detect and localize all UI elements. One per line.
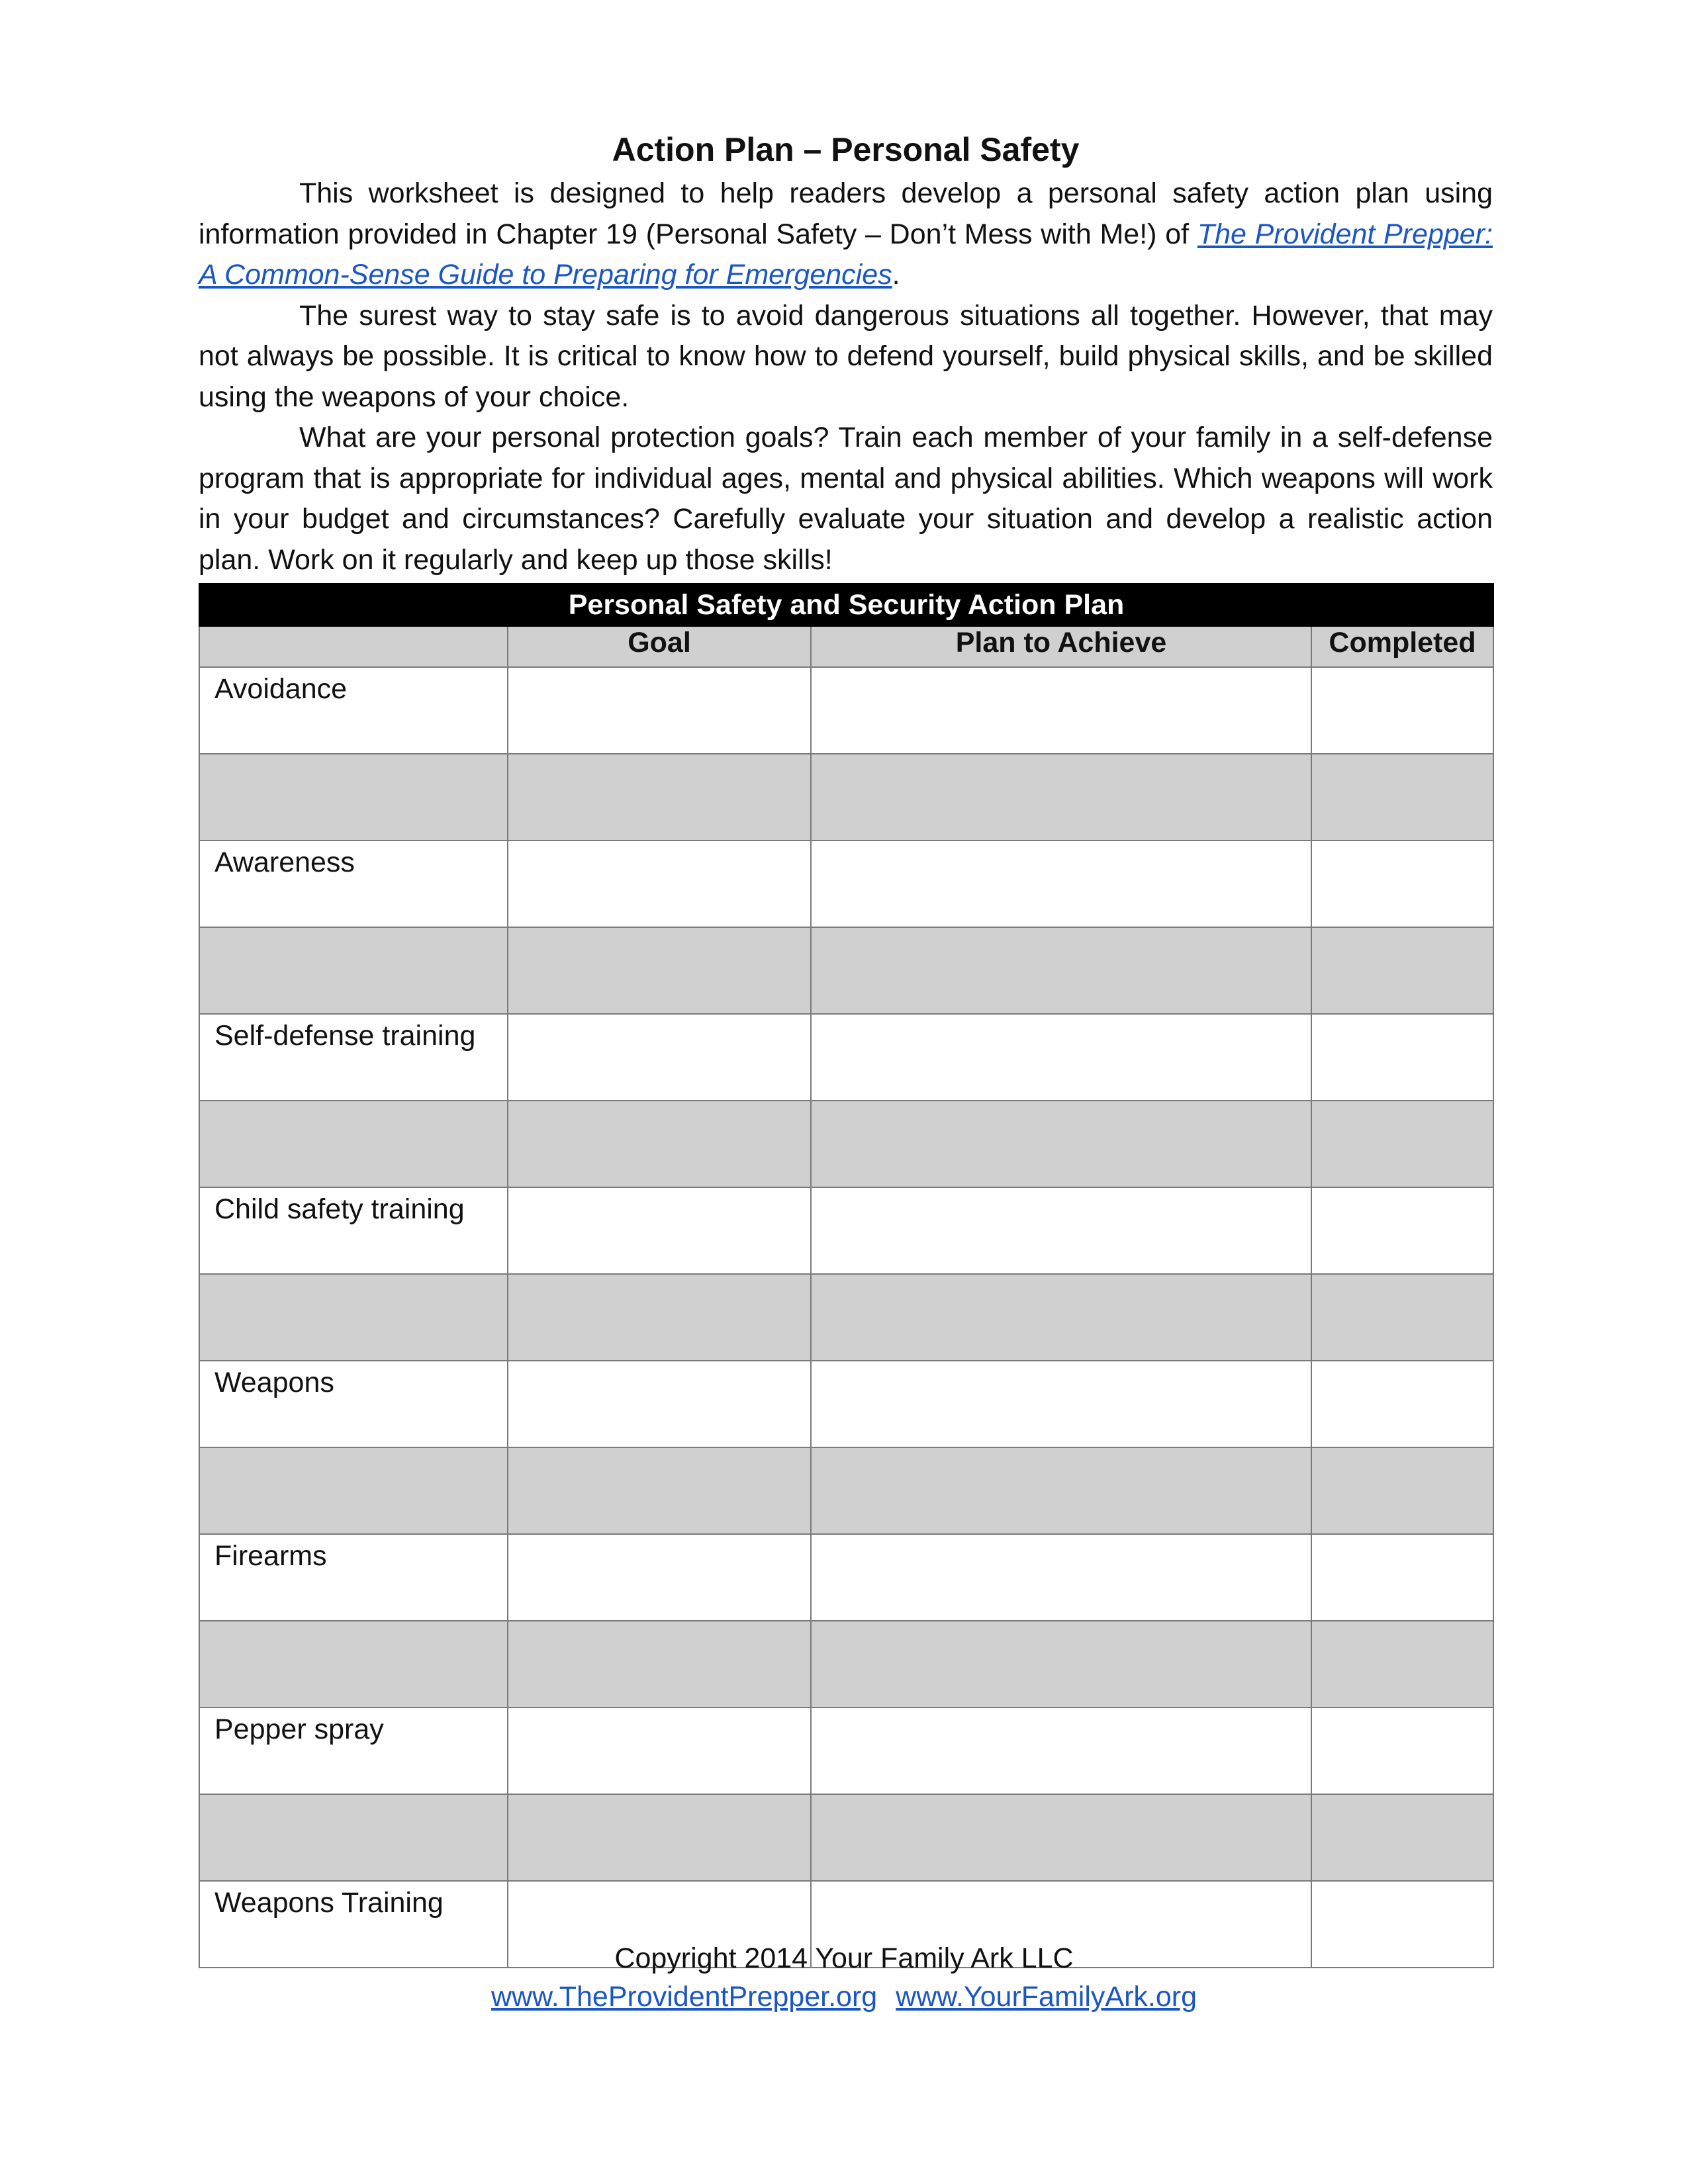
action-plan-table <box>199 583 1494 1968</box>
plan-cell[interactable] <box>811 927 1311 1014</box>
copyright-text: Copyright 2014 Your Family Ark LLC <box>614 1942 1074 1974</box>
plan-cell[interactable] <box>811 667 1311 754</box>
goal-cell[interactable] <box>508 1534 811 1621</box>
book-title-link[interactable]: The Provident Prepper: A Common-Sense Guide to Preparing for Emergencies <box>199 218 1493 291</box>
footer-links <box>0 1978 1688 2016</box>
spacer-cell <box>199 754 508 841</box>
header-plan: Plan to Achieve <box>811 626 1311 667</box>
spacer-cell <box>199 1794 508 1881</box>
goal-cell[interactable] <box>508 1447 811 1534</box>
completed-cell[interactable] <box>1311 667 1493 754</box>
completed-cell[interactable] <box>1311 754 1493 841</box>
spacer-cell <box>199 1101 508 1187</box>
row-label: Child safety training <box>199 1187 508 1274</box>
page-title: Action Plan – Personal Safety <box>612 131 1080 168</box>
completed-cell[interactable] <box>1311 1187 1493 1274</box>
table-row-spacer <box>199 1274 1493 1361</box>
spacer-cell <box>199 1621 508 1707</box>
completed-cell[interactable] <box>1311 927 1493 1014</box>
row-label: Pepper spray <box>199 1707 508 1794</box>
table-row-spacer <box>199 1794 1493 1881</box>
table-row <box>199 667 1493 754</box>
plan-cell[interactable] <box>811 754 1311 841</box>
completed-cell[interactable] <box>1311 1361 1493 1447</box>
table-row <box>199 841 1493 927</box>
goal-cell[interactable] <box>508 1794 811 1881</box>
goal-cell[interactable] <box>508 1621 811 1707</box>
plan-cell[interactable] <box>811 1794 1311 1881</box>
intro-period: . <box>892 259 900 291</box>
completed-cell[interactable] <box>1311 1621 1493 1707</box>
completed-cell[interactable] <box>1311 1447 1493 1534</box>
goal-cell[interactable] <box>508 1187 811 1274</box>
plan-cell[interactable] <box>811 1101 1311 1187</box>
spacer-cell <box>199 1447 508 1534</box>
plan-cell[interactable] <box>811 1361 1311 1447</box>
table-row <box>199 1361 1493 1447</box>
goal-cell[interactable] <box>508 1101 811 1187</box>
goal-cell[interactable] <box>508 667 811 754</box>
header-goal: Goal <box>508 626 811 667</box>
goal-cell[interactable] <box>508 754 811 841</box>
row-label: Weapons Training <box>199 1881 508 1968</box>
goal-cell[interactable] <box>508 1014 811 1101</box>
goal-cell[interactable] <box>508 927 811 1014</box>
intro-paragraph-1 <box>199 173 1493 296</box>
table-row <box>199 1707 1493 1794</box>
completed-cell[interactable] <box>1311 1014 1493 1101</box>
table-row-spacer <box>199 1621 1493 1707</box>
completed-cell[interactable] <box>1311 1707 1493 1794</box>
table-banner: Personal Safety and Security Action Plan <box>199 584 1493 626</box>
table-row <box>199 1014 1493 1101</box>
row-label: Weapons <box>199 1361 508 1447</box>
spacer-cell <box>199 927 508 1014</box>
completed-cell[interactable] <box>1311 1274 1493 1361</box>
table-header-row <box>199 626 1493 667</box>
intro-text: This worksheet is designed to help readers develop a personal safety action plan using information provided in Chapter 19 (Personal Safety – Don’t Mess with Me!) of <box>199 177 1493 250</box>
row-label: Self-defense training <box>199 1014 508 1101</box>
plan-cell[interactable] <box>811 841 1311 927</box>
page-footer <box>0 1939 1688 2016</box>
row-label: Awareness <box>199 841 508 927</box>
table-row <box>199 1187 1493 1274</box>
plan-cell[interactable] <box>811 1447 1311 1534</box>
table-row-spacer <box>199 754 1493 841</box>
plan-cell[interactable] <box>811 1274 1311 1361</box>
row-label: Avoidance <box>199 667 508 754</box>
goal-cell[interactable] <box>508 841 811 927</box>
row-label: Firearms <box>199 1534 508 1621</box>
completed-cell[interactable] <box>1311 1794 1493 1881</box>
goal-cell[interactable] <box>508 1361 811 1447</box>
table-row-spacer <box>199 1447 1493 1534</box>
intro-paragraph-3: What are your personal protection goals? Train each member of your family in a self-defense program that is appropriate for individual ages, mental and physical abilities. Which weapons will work in your budget and circumstances? Carefully evaluate your situation and develop a realistic action plan. Work on it regularly and keep up those skills! <box>199 422 1493 576</box>
goal-cell[interactable] <box>508 1707 811 1794</box>
completed-cell[interactable] <box>1311 1101 1493 1187</box>
spacer-cell <box>199 1274 508 1361</box>
intro-paragraph-2: The surest way to stay safe is to avoid dangerous situations all together. However, that may not always be possible. It is critical to know how to defend yourself, build physical skills, and be skilled using the weapons of your choice. <box>199 299 1493 413</box>
completed-cell[interactable] <box>1311 1534 1493 1621</box>
completed-cell[interactable] <box>1311 841 1493 927</box>
header-category <box>199 626 508 667</box>
goal-cell[interactable] <box>508 1274 811 1361</box>
table-row-spacer <box>199 1101 1493 1187</box>
table-row-spacer <box>199 927 1493 1014</box>
plan-cell[interactable] <box>811 1621 1311 1707</box>
your-family-ark-link[interactable]: www.YourFamilyArk.org <box>896 1981 1197 2013</box>
worksheet-page <box>199 126 1493 1968</box>
provident-prepper-link[interactable]: www.TheProvidentPrepper.org <box>491 1981 878 2013</box>
header-completed: Completed <box>1311 626 1493 667</box>
plan-cell[interactable] <box>811 1187 1311 1274</box>
plan-cell[interactable] <box>811 1534 1311 1621</box>
plan-cell[interactable] <box>811 1014 1311 1101</box>
table-row <box>199 1534 1493 1621</box>
plan-cell[interactable] <box>811 1707 1311 1794</box>
